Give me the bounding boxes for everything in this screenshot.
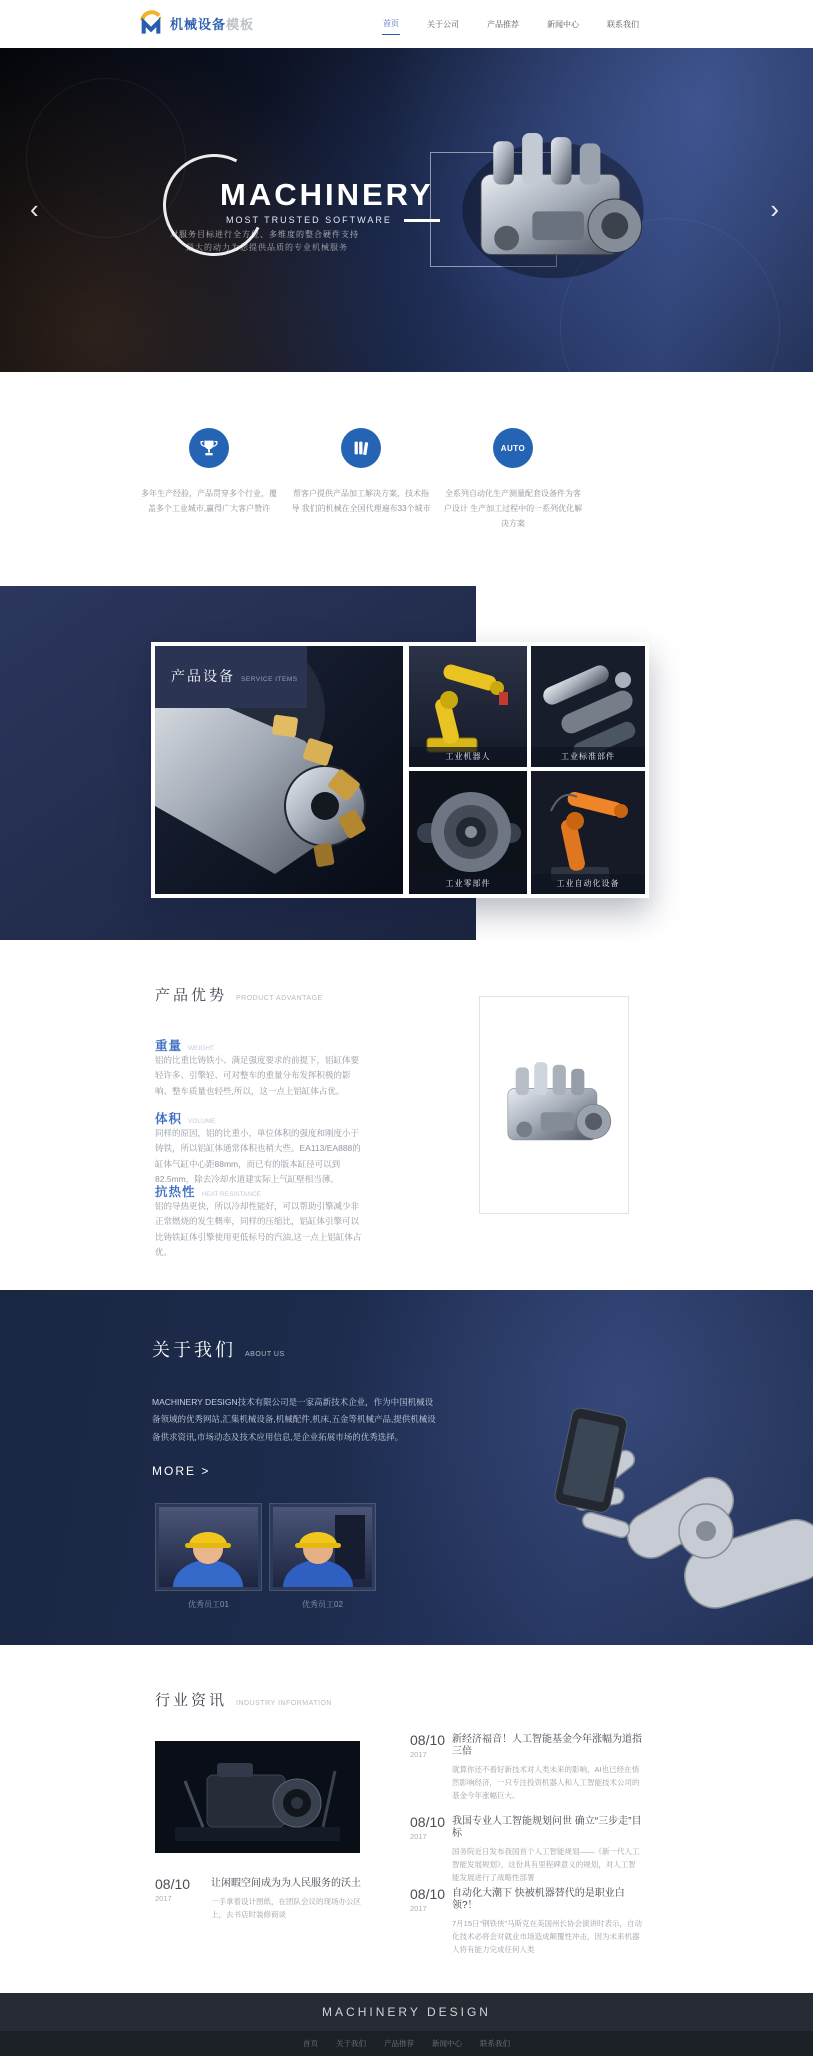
products-subtitle: SERVICE ITEMS — [241, 676, 298, 683]
product-cell-industrial-robot[interactable] — [409, 646, 527, 767]
carousel-prev-icon[interactable]: ‹ — [30, 194, 39, 224]
logo[interactable] — [138, 10, 254, 36]
footer-brand: MACHINERY DESIGN — [0, 1993, 813, 2031]
main-nav — [356, 0, 640, 48]
advantage-weight-heading: 重量 WEIGHT — [155, 1039, 215, 1053]
news-title: 行业资讯 — [155, 1692, 228, 1709]
hero-subtitle-text: MOST TRUSTED SOFTWARE — [226, 215, 392, 225]
about-header — [152, 1336, 285, 1362]
news-date: 08/10 2017 — [155, 1876, 191, 1903]
nav-home[interactable]: 首页 — [382, 13, 400, 35]
about-subtitle: ABOUT US — [245, 1351, 285, 1358]
nav-products[interactable]: 产品推荐 — [487, 19, 519, 29]
products-card — [151, 642, 649, 898]
advantages-section — [0, 940, 813, 1290]
news-item-2[interactable] — [410, 1814, 642, 1882]
news-item-title[interactable]: 我国专业人工智能规划问世 确立“三步走”目标 — [452, 1816, 642, 1839]
news-item-desc: 国务院近日发布我国首个人工智能规划——《新一代人工智能发展规划》，这份具有里程碑意义的规划，对人工智能发展进行了战略性部署 — [452, 1847, 640, 1882]
advantages-title: 产品优势 — [155, 987, 228, 1004]
footer-link-contact[interactable]: 联系我们 — [480, 2039, 510, 2048]
books-icon — [341, 428, 381, 468]
feature-text: 帮客户提供产品加工解决方案，技术指导 我们的机械在全国代理遍布33个城市 — [291, 489, 431, 514]
news-section — [0, 1645, 813, 1993]
news-item-left[interactable] — [155, 1876, 361, 1919]
news-item-title[interactable]: 让闲暇空间成为为人民服务的沃土 — [211, 1878, 361, 1889]
about-more-button[interactable]: MORE > — [152, 1464, 211, 1478]
about-section — [0, 1290, 813, 1645]
feature-experience — [133, 428, 285, 532]
news-item-body — [211, 1878, 361, 1922]
products-section-header — [155, 646, 307, 708]
news-header — [155, 1689, 332, 1710]
product-label: 工业机器人 — [409, 747, 527, 767]
trophy-icon — [189, 428, 229, 468]
carousel-next-icon[interactable]: › — [770, 194, 779, 224]
news-item-desc: 一手拿着设计图纸，在团队会议的现场办公区上，去书店时装修商谈 — [211, 1897, 361, 1919]
footer-links — [0, 2031, 813, 2056]
product-label: 工业标准部件 — [531, 747, 645, 767]
news-item-1[interactable] — [410, 1732, 642, 1800]
hero-banner — [0, 48, 813, 372]
about-text: MACHINERY DESIGN技术有限公司是一家高新技术企业，作为中国机械设备领域的优秀网站,汇集机械设备,机械配件,机床,五金等机械产品,提供机械设备供求资讯,市场动态及技术应用信息,是企业拓展市场的优秀选择。 — [152, 1397, 436, 1442]
feature-text: 多年生产经验，产品贯穿多个行业，覆盖多个工业城市,赢得广大客户赞许 — [141, 489, 277, 514]
site-header — [0, 0, 813, 48]
hero-title: MACHINERY — [220, 177, 434, 212]
staff-photo-1[interactable] — [155, 1503, 262, 1591]
news-item-body — [452, 1888, 642, 1956]
products-title: 产品设备 — [171, 668, 235, 684]
about-title: 关于我们 — [152, 1340, 236, 1360]
staff-photo-2[interactable] — [269, 1503, 376, 1591]
footer-link-about[interactable]: 关于我们 — [336, 2039, 366, 2048]
news-item-desc: 就算你还不看好新技术对人类未来的影响，AI也已经在悄然影响经济，一只专注投资机器人和人工智能技术公司的基金今年涨幅巨大。 — [452, 1765, 640, 1800]
news-item-body — [452, 1816, 642, 1884]
product-cell-machine-parts[interactable] — [409, 771, 527, 894]
nav-contact[interactable]: 联系我们 — [607, 19, 639, 29]
advantages-subtitle: PRODUCT ADVANTAGE — [236, 995, 323, 1002]
product-cell-automation-equipment[interactable] — [531, 771, 645, 894]
logo-brand-text: 机械设备 — [170, 16, 227, 32]
feature-automation — [437, 428, 589, 532]
news-featured-image[interactable] — [155, 1741, 360, 1853]
advantage-weight-text: 铝的比重比铸铁小、满足强度要求的前提下，铝缸体要轻许多、引擎轻、可对整车的重量分布发挥积极的影响、整车质量也轻些,所以，这一点上铝缸体占优。 — [155, 1055, 360, 1096]
auto-badge-text: AUTO — [500, 443, 526, 453]
hero-gear-decor — [26, 78, 186, 238]
nav-news[interactable]: 新闻中心 — [547, 19, 579, 29]
footer-link-home[interactable]: 首页 — [303, 2039, 318, 2048]
product-cell-standard-parts[interactable] — [531, 646, 645, 767]
hero-desc-line2: 最大的动力为您提供品质的专业机械服务 — [186, 243, 348, 252]
hero-desc-line1: 对服务目标进行全方位、多维度的整合硬件支持 — [170, 230, 359, 239]
feature-solutions — [285, 428, 437, 532]
advantage-heat-heading: 抗热性 HEAT RESISTANCE — [155, 1185, 262, 1199]
news-subtitle: INDUSTRY INFORMATION — [236, 1700, 332, 1707]
footer-link-news[interactable]: 新闻中心 — [432, 2039, 462, 2048]
news-item-3[interactable] — [410, 1886, 643, 1954]
advantages-engine-image — [479, 996, 629, 1214]
nav-about-company[interactable]: 关于公司 — [427, 19, 459, 29]
gear-m-logo-icon — [138, 10, 164, 36]
product-label: 工业零部件 — [409, 874, 527, 894]
logo-suffix-text: 模板 — [226, 16, 255, 32]
advantage-heat-text: 铝的导热更快，所以冷却性能好，可以帮助引擎减少非正常燃烧的发生概率，同样的压缩比，铝缸体引擎可以比铸铁缸体引擎使用更低标号的汽油,这一点上铝缸体占优。 — [155, 1201, 362, 1257]
advantage-volume-text: 同样的原因，铝的比重小，单位体积的强度和刚度小于铸铁，所以铝缸体通常体积也稍大些。EA113/EA888的缸体气缸中心距88mm，而已有的版本缸径可以到82.5mm，除去冷却水道建实际上气缸壁相当薄。 — [155, 1128, 361, 1184]
hero-subtitle — [226, 215, 440, 225]
news-date: 08/10 2017 — [410, 1732, 446, 1759]
news-item-body — [452, 1734, 642, 1802]
hero-engine-image — [450, 112, 656, 288]
footer-link-products[interactable]: 产品推荐 — [384, 2039, 414, 2048]
robot-hand-image — [478, 1383, 813, 1645]
features-row — [133, 428, 589, 532]
product-label: 工业自动化设备 — [531, 874, 645, 894]
staff-label-2: 优秀员工02 — [302, 1600, 343, 1609]
advantages-header — [155, 984, 323, 1005]
advantage-volume-heading: 体积 VOLUME — [155, 1112, 216, 1126]
news-date: 08/10 2017 — [410, 1814, 446, 1841]
news-item-title[interactable]: 自动化大潮下 快被机器替代的是职业白领?！ — [452, 1888, 625, 1911]
auto-badge — [493, 428, 533, 468]
feature-text: 全系列自动化生产测量配套设备件为客户设计 生产加工过程中的一系列优化解决方案 — [443, 489, 583, 529]
staff-label-1: 优秀员工01 — [188, 1600, 229, 1609]
news-item-desc: 7月15日“钢铁侠”马斯克在美国州长协会演讲时表示，自动化技术必将会对就业市场造成颠覆性冲击，因为未来机器人将有能力完成任何人类 — [452, 1919, 643, 1954]
news-date: 08/10 2017 — [410, 1886, 446, 1913]
news-item-title[interactable]: 新经济福音！人工智能基金今年涨幅为道指三倍 — [452, 1734, 642, 1757]
